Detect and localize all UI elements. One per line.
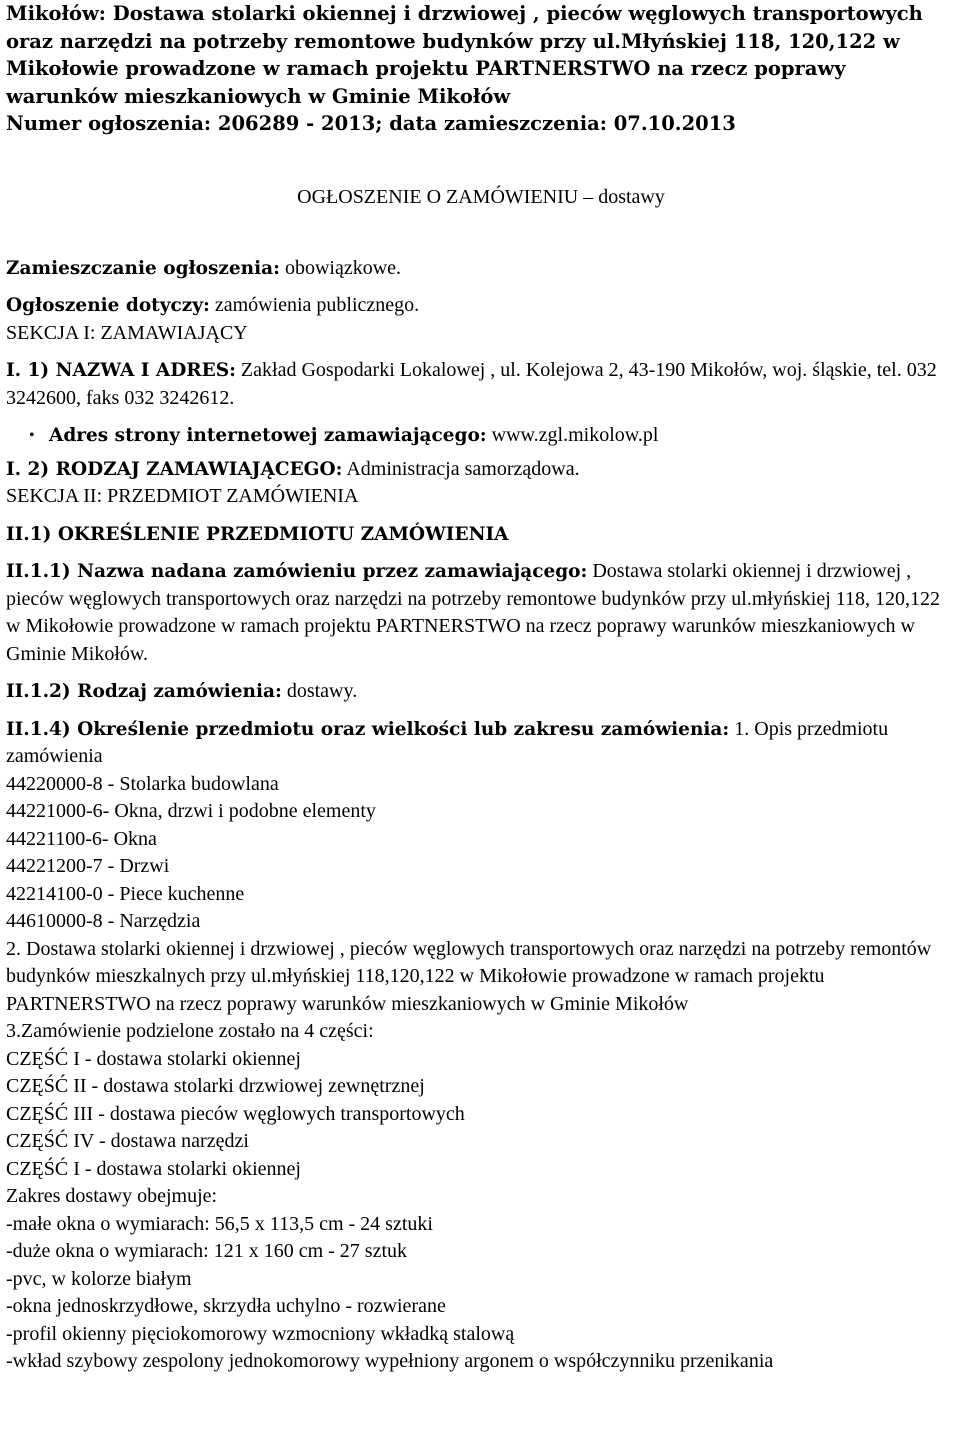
scope-line: -duże okna o wymiarach: 121 x 160 cm - 27 sztuk — [6, 1240, 408, 1262]
section-2-heading: SEKCJA II: PRZEDMIOT ZAMÓWIENIA — [6, 485, 359, 507]
section-1-heading: SEKCJA I: ZAMAWIAJĄCY — [6, 321, 248, 344]
order-name-label: II.1.1) Nazwa nadana zamówieniu przez zamawiającego: — [6, 561, 588, 582]
bullet-icon: • — [29, 427, 35, 444]
scope-line: 44221200-7 - Drzwi — [6, 855, 170, 877]
scope-line: -profil okienny pięciokomorowy wzmocniony wkładką stalową — [6, 1322, 515, 1345]
contracting-type-line — [6, 456, 956, 484]
notice-heading: OGŁOSZENIE O ZAMÓWIENIU – dostawy — [297, 185, 665, 208]
name-address-line — [6, 357, 956, 412]
dotyczy-value: zamówienia publicznego. — [209, 294, 420, 316]
website-line — [29, 422, 956, 450]
scope-line: CZĘŚĆ III - dostawa pieców węglowych transportowych — [6, 1102, 465, 1125]
scope-line: -pvc, w kolorze białym — [6, 1267, 192, 1290]
order-type-line — [6, 678, 956, 706]
contracting-type-label: I. 2) RODZAJ ZAMAWIAJĄCEGO: — [6, 458, 343, 480]
name-address-label: I. 1) NAZWA I ADRES: — [6, 360, 236, 381]
scope-line: 3.Zamówienie podzielone zostało na 4 części: — [6, 1020, 374, 1042]
notice-number-line: Numer ogłoszenia: 206289 - 2013; data zamieszczenia: 07.10.2013 — [6, 112, 736, 135]
scope-line: 44221000-6- Okna, drzwi i podobne elementy — [6, 800, 376, 822]
scope-line: 2. Dostawa stolarki okiennej i drzwiowej , pieców węglowych transportowych oraz narzędzi na potrzeby remontów budynków mieszkalnych przy ul.młyńskiej 118,120,122 w Mikołowie prowadzone w ramach projektu PARTNERSTWO na rzecz poprawy warunków mieszkaniowych w Gminie Mikołów — [6, 937, 932, 1015]
scope-line: CZĘŚĆ II - dostawa stolarki drzwiowej zewnętrznej — [6, 1075, 425, 1097]
zamieszczanie-value: obowiązkowe. — [279, 256, 402, 279]
scope-line: Zakres dostawy obejmuje: — [6, 1185, 218, 1207]
website-value[interactable]: www.zgl.mikolow.pl — [486, 424, 659, 446]
scope-line: -wkład szybowy zespolony jednokomorowy wypełniony argonem o współczynniku przenikania — [6, 1350, 774, 1372]
order-name-value: Dostawa stolarki okiennej i drzwiowej , pieców węglowych transportowych oraz narzędzi na potrzeby remontowe budynków przy ul.młyńskiej 118, 120,122 w Mikołowie prowadzone w ramach projektu PARTNERSTWO na rzecz poprawy warunków mieszkaniowych w Gminie Mikołów. — [6, 560, 941, 665]
name-address-value: Zakład Gospodarki Lokalowej , ul. Kolejowa 2, 43-190 Mikołów, woj. śląskie, tel. 032 3242600, faks 032 3242612. — [6, 359, 937, 409]
scope-line: -okna jednoskrzydłowe, skrzydła uchylno - rozwierane — [6, 1295, 446, 1317]
subject-definition-label: II.1) OKREŚLENIE PRZEDMIOTU ZAMÓWIENIA — [6, 523, 509, 545]
scope-line: CZĘŚĆ I - dostawa stolarki okiennej — [6, 1157, 301, 1180]
zamieszczanie-line — [6, 255, 956, 283]
scope-line: 44221100-6- Okna — [6, 827, 157, 850]
subject-scope-label: II.1.4) Określenie przedmiotu oraz wielkości lub zakresu zamówienia: — [6, 718, 730, 740]
document-page — [6, 0, 956, 1376]
order-name-paragraph — [6, 558, 956, 668]
dotyczy-line — [6, 292, 956, 320]
scope-line: 44610000-8 - Narzędzia — [6, 910, 201, 932]
scope-line: CZĘŚĆ I - dostawa stolarki okiennej — [6, 1047, 301, 1070]
contracting-type-value: Administracja samorządowa. — [342, 457, 580, 480]
website-label: Adres strony internetowej zamawiającego: — [49, 425, 487, 446]
scope-line: -małe okna o wymiarach: 56,5 x 113,5 cm - 24 sztuki — [6, 1212, 433, 1235]
scope-line: 42214100-0 - Piece kuchenne — [6, 882, 245, 905]
zamieszczanie-label: Zamieszczanie ogłoszenia: — [6, 257, 280, 279]
order-type-value: dostawy. — [281, 680, 358, 702]
notice-title-text: Mikołów: Dostawa stolarki okiennej i drzwiowej , pieców węglowych transportowych oraz narzędzi na potrzeby remontowe budynków przy ul.Młyńskiej 118, 120,122 w Mikołowie prowadzone w ramach projektu PARTNERSTWO na rzecz poprawy warunków mieszkaniowych w Gminie Mikołów — [6, 2, 923, 108]
dotyczy-label: Ogłoszenie dotyczy: — [6, 295, 210, 316]
notice-title — [6, 0, 956, 138]
subject-scope-paragraph — [6, 716, 956, 1376]
scope-line: 44220000-8 - Stolarka budowlana — [6, 772, 279, 795]
subject-definition-heading — [6, 521, 956, 549]
subject-scope-value: 1. Opis przedmiotu zamówienia — [6, 717, 889, 767]
order-type-label: II.1.2) Rodzaj zamówienia: — [6, 681, 282, 702]
scope-line: CZĘŚĆ IV - dostawa narzędzi — [6, 1130, 249, 1152]
